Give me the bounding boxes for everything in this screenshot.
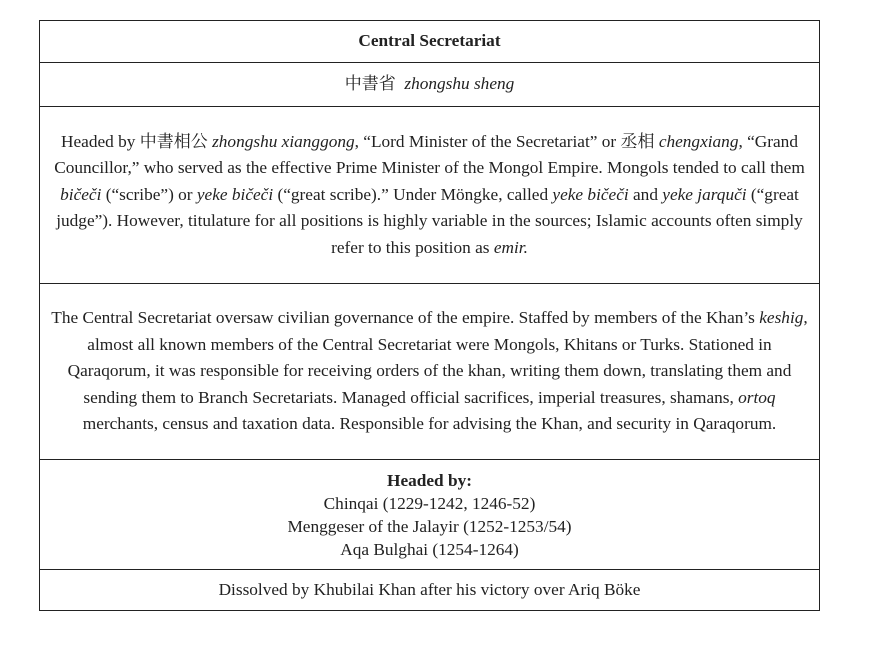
name-cell — [40, 63, 820, 107]
headship-text: Headed by — [61, 131, 140, 151]
role-text: merchants, census and taxation data. Responsible for advising the Khan, and security in Qaraqorum. — [82, 414, 777, 434]
dissolved-text: Dissolved by Khubilai Khan after his victory over Ariq Böke — [40, 570, 820, 611]
role-term: keshig — [759, 308, 804, 328]
headship-cell — [40, 107, 820, 284]
headship-text: (“scribe”) or — [101, 184, 197, 204]
headship-text: (“great judge”). However, titulature for all positions is highly variable in the sources; Islamic accounts often simply refer to this position as — [56, 184, 803, 257]
heads-label: Headed by: — [387, 470, 472, 490]
romanized-title: chengxiang — [658, 131, 739, 151]
dissolved-row — [40, 570, 820, 611]
heads-list-row — [40, 460, 820, 570]
headship-row — [40, 107, 820, 284]
headship-text: , “Lord Minister of the Secretariat” or — [354, 131, 621, 151]
headship-text: (“great scribe).” Under Möngke, called — [273, 184, 553, 204]
role-text: , almost all known members of the Central Secretariat were Mongols, Khitans or Turks. Stationed in Qaraqorum, it was responsible for receiving orders of the khan, writing them down, translating them and sending them to Branch Secretariats. Managed official sacrifices, imperial treasures, shamans, — [67, 308, 808, 407]
list-item: Menggeser of the Jalayir (1252-1253/54) — [287, 516, 572, 536]
mongol-term: emir. — [493, 237, 528, 257]
romanized-title: zhongshu xianggong — [212, 131, 355, 151]
chinese-name: 中書省 — [344, 74, 396, 95]
chinese-title: 丞相 — [620, 131, 655, 152]
headship-text: , “Grand Councillor,” who served as the effective Prime Minister of the Mongol Empire. Mongols tended to call them — [54, 131, 805, 178]
heads-list-cell — [40, 460, 820, 570]
list-item: Chinqai (1229-1242, 1246-52) — [323, 493, 536, 513]
mongol-term: yeke bičeči — [552, 184, 629, 204]
role-cell — [40, 284, 820, 460]
role-term: ortoq — [738, 387, 776, 407]
chinese-title: 中書相公 — [139, 131, 208, 152]
headship-text: and — [628, 184, 663, 204]
role-text: The Central Secretariat oversaw civilian governance of the empire. Staffed by members of the Khan’s — [51, 308, 760, 328]
name-row — [40, 63, 820, 107]
mongol-term: yeke jarquči — [662, 184, 747, 204]
table-title: Central Secretariat — [40, 21, 820, 63]
romanized-name: zhongshu sheng — [404, 74, 515, 94]
list-item: Aqa Bulghai (1254-1264) — [340, 539, 519, 559]
mongol-term: yeke bičeči — [196, 184, 274, 204]
title-row — [40, 21, 820, 63]
secretariat-table — [39, 20, 820, 611]
role-row — [40, 284, 820, 460]
mongol-term: bičeči — [60, 184, 102, 204]
